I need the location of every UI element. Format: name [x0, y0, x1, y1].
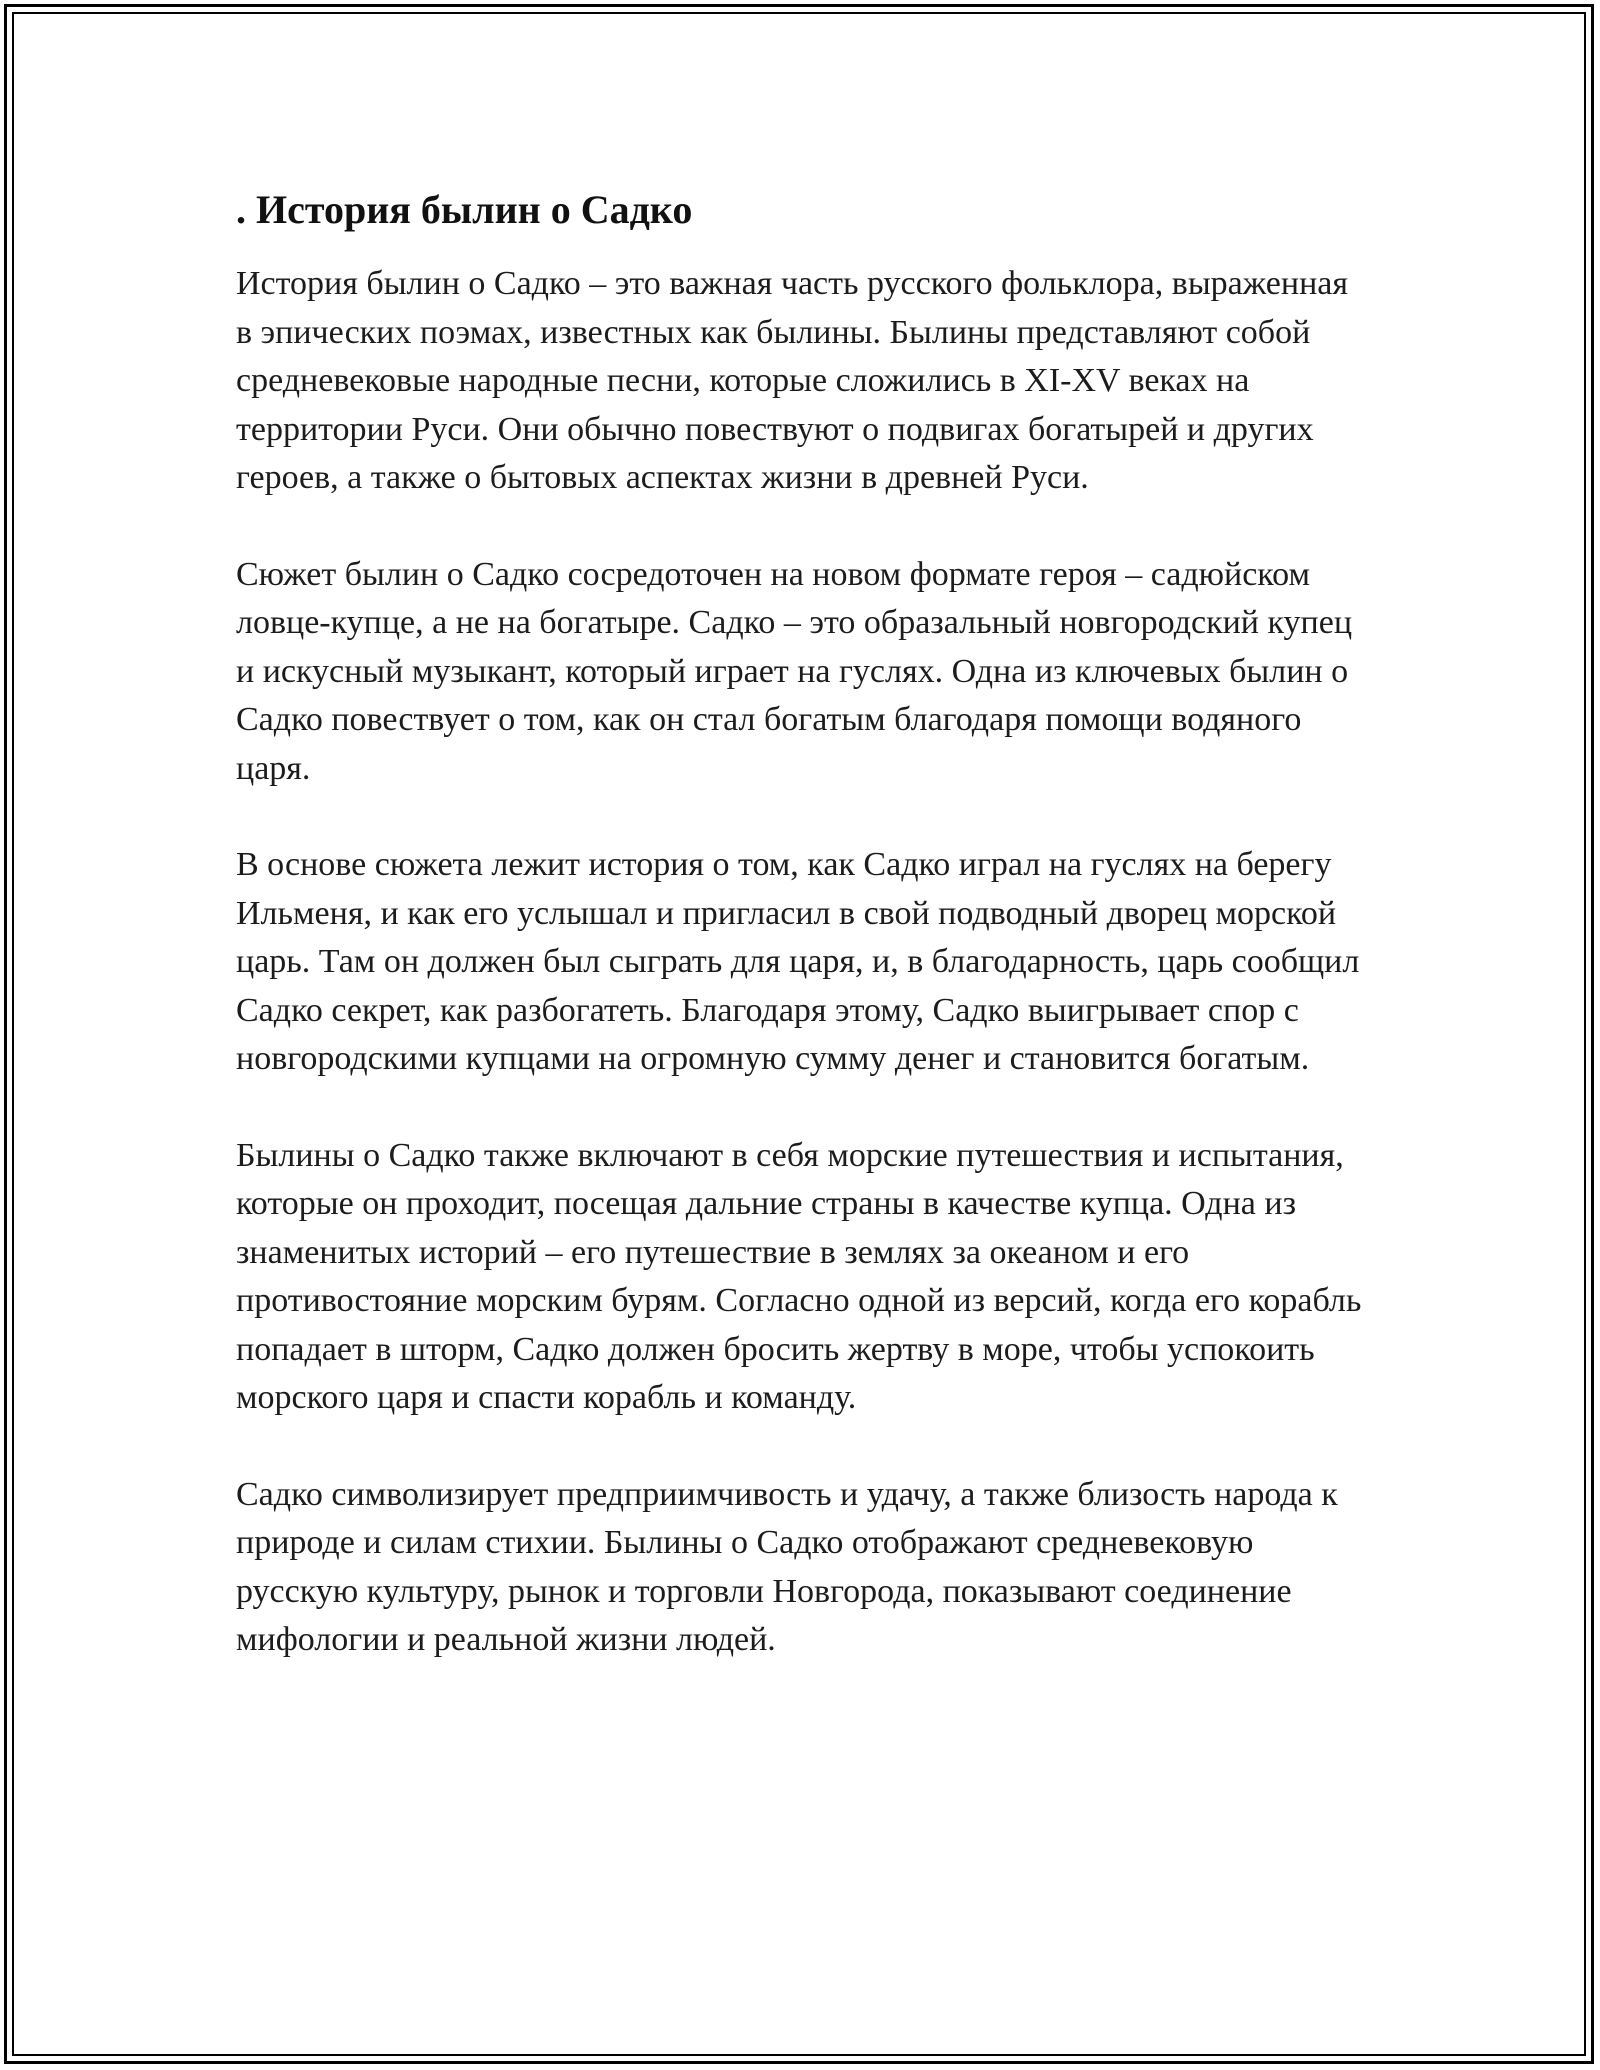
paragraph-symbolism: Садко символизирует предприимчивость и удачу, а также близость народа к природе и силам стихии. Былины о Садко отображают средневековую русскую культуру, рынок и торговли Новгорода, показывают соединение мифологии и реальной жизни людей. — [236, 1475, 1338, 1658]
paragraph-sea-king: В основе сюжета лежит история о том, как Садко играл на гуслях на берегу Ильменя, и как его услышал и пригласил в свой подводный дворец морской царь. Там он должен был сыграть для царя, и, в благодарность, царь сообщил Садко секрет, как разбогатеть. Благодаря этому, Садко выигрывает спор с новгородскими купцами на огромную сумму денег и становится богатым. — [236, 846, 1360, 1077]
document-title: . История былин о Садко — [236, 187, 693, 232]
paragraph-voyages: Былины о Садко также включают в себя морские путешествия и испытания, которые он проходит, посещая дальние страны в качестве купца. Одна из знаменитых историй – его путешествие в землях за океаном и его противостояние морским бурям. Согласно одной из версий, когда его корабль попадает в шторм, Садко должен бросить жертву в море, чтобы успокоить морского царя и спасти корабль и команду. — [236, 1136, 1362, 1416]
paragraph-history: История былин о Садко – это важная часть русского фольклора, выраженная в эпических поэмах, известных как былины. Былины представляют собой средневековые народные песни, которые сложились в XI-XV веках на территории Руси. Они обычно повествуют о подвигах богатырей и других героев, а также о бытовых аспектах жизни в древней Руси. — [236, 265, 1349, 496]
paragraph-plot: Сюжет былин о Садко сосредоточен на новом формате героя – садюйском ловце-купце, а не на богатыре. Садко – это образальный новгородский купец и искусный музыкант, который играет на гуслях. Одна из ключевых былин о Садко повествует о том, как он стал богатым благодаря помощи водяного царя. — [236, 555, 1353, 787]
document-body — [236, 186, 1366, 1665]
